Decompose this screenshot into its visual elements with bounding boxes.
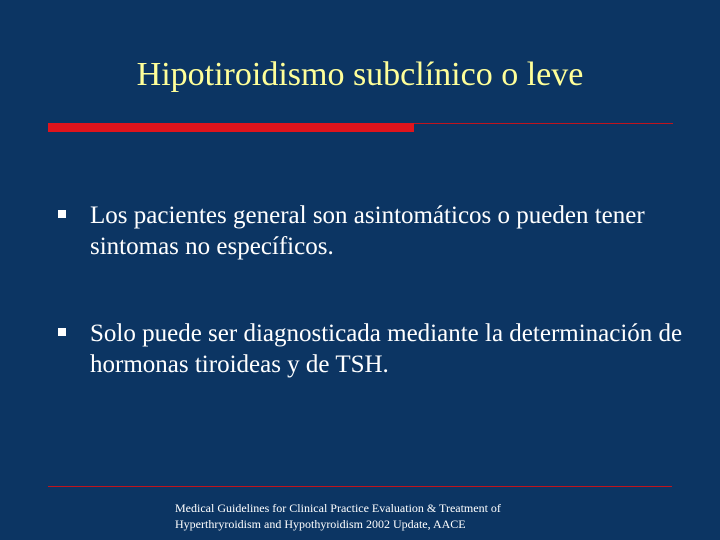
square-bullet-icon [58, 328, 66, 336]
title-rule-thick [48, 123, 414, 132]
bullet-item [56, 318, 696, 380]
citation-line: Medical Guidelines for Clinical Practice Evaluation & Treatment of [175, 501, 501, 515]
slide-title: Hipotiroidismo subclínico o leve [136, 56, 584, 93]
bullet-text: Solo puede ser diagnosticada mediante la determinación de hormonas tiroideas y de TSH. [90, 320, 683, 378]
footer-rule [48, 486, 672, 487]
bullet-text: Los pacientes general son asintomáticos o pueden tener sintomas no específicos. [90, 202, 645, 260]
citation [175, 500, 595, 532]
bullet-list [56, 200, 696, 380]
citation-line: Hyperthryroidism and Hypothyroidism 2002 Update, AACE [175, 517, 466, 531]
square-bullet-icon [58, 210, 66, 218]
title-rule-thin [414, 123, 673, 124]
bullet-item [56, 200, 696, 262]
